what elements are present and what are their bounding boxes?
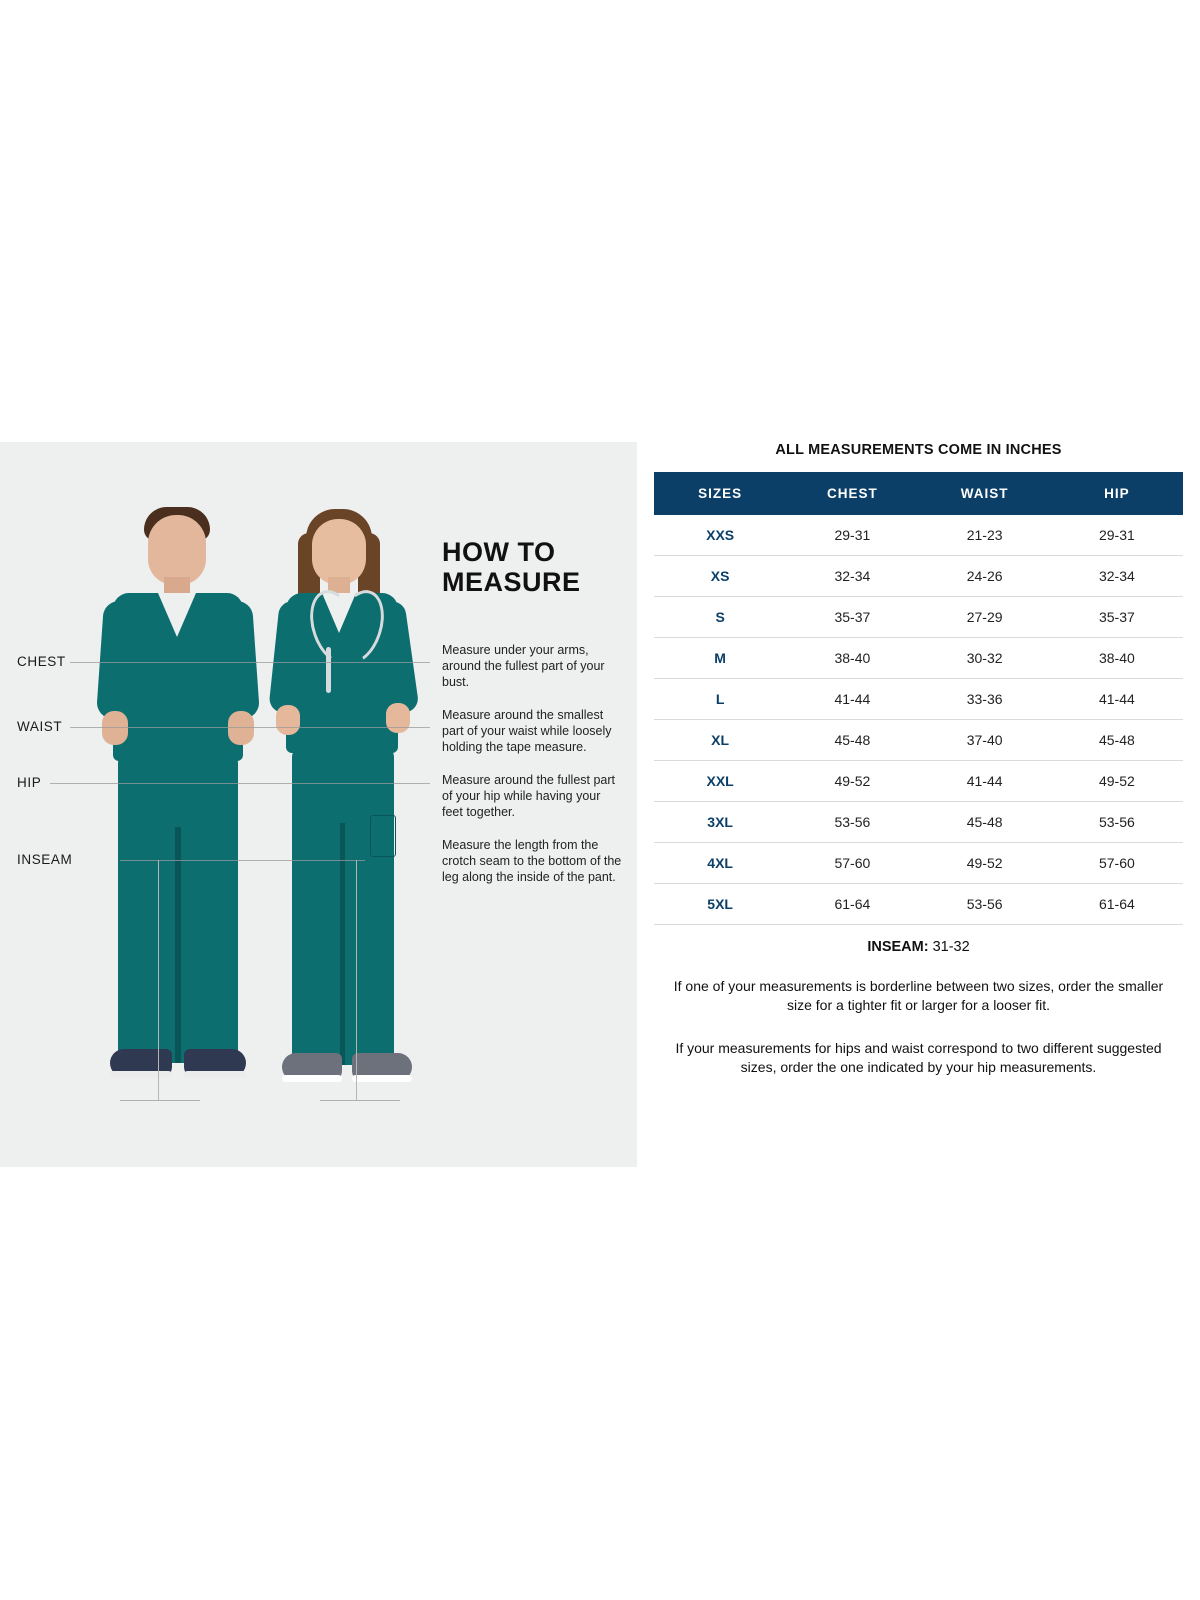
row-size: 4XL (654, 843, 786, 884)
size-table-head (654, 472, 1183, 515)
chest-guide-line (70, 662, 430, 663)
row-waist: 24-26 (919, 556, 1051, 597)
male-left-sole (110, 1071, 172, 1078)
male-pant-inseam-line (175, 827, 181, 1063)
row-chest: 49-52 (786, 761, 918, 802)
row-size: 3XL (654, 802, 786, 843)
row-chest: 57-60 (786, 843, 918, 884)
row-chest: 38-40 (786, 638, 918, 679)
measurements-heading: ALL MEASUREMENTS COME IN INCHES (775, 442, 1062, 458)
row-waist: 41-44 (919, 761, 1051, 802)
female-left-hand (276, 705, 300, 735)
table-row (654, 884, 1183, 925)
row-hip: 41-44 (1051, 679, 1183, 720)
sizing-note-hip-priority: If your measurements for hips and waist correspond to two different suggested sizes, order the one indicated by your hip measurements. (675, 1040, 1162, 1075)
row-size: L (654, 679, 786, 720)
waist-label: WAIST (17, 719, 63, 734)
col-header-hip: HIP (1051, 472, 1183, 515)
how-to-measure-title: HOW TO MEASURE (442, 537, 581, 597)
row-hip: 53-56 (1051, 802, 1183, 843)
row-waist: 45-48 (919, 802, 1051, 843)
inseam-guide-line (120, 860, 365, 861)
female-left-sole (282, 1075, 342, 1082)
table-row (654, 597, 1183, 638)
col-header-sizes: SIZES (654, 472, 786, 515)
inseam-vertical-line-male (158, 860, 159, 1100)
row-size: S (654, 597, 786, 638)
female-head (312, 519, 366, 585)
size-table-body (654, 515, 1183, 925)
table-row (654, 843, 1183, 884)
row-size: XL (654, 720, 786, 761)
row-size: XXL (654, 761, 786, 802)
table-row (654, 802, 1183, 843)
size-chart (0, 442, 1200, 1167)
chest-label: CHEST (17, 654, 66, 669)
row-chest: 32-34 (786, 556, 918, 597)
row-waist: 30-32 (919, 638, 1051, 679)
table-row (654, 679, 1183, 720)
male-right-sole (184, 1071, 246, 1078)
row-hip: 57-60 (1051, 843, 1183, 884)
waist-guide-line (70, 727, 430, 728)
table-row (654, 638, 1183, 679)
table-row (654, 720, 1183, 761)
male-right-hand (228, 711, 254, 745)
inseam-label: INSEAM (17, 852, 73, 867)
female-right-hand (386, 703, 410, 733)
male-head (148, 515, 206, 585)
female-cargo-pocket (370, 815, 396, 857)
row-chest: 53-56 (786, 802, 918, 843)
row-chest: 45-48 (786, 720, 918, 761)
row-waist: 49-52 (919, 843, 1051, 884)
table-row (654, 556, 1183, 597)
col-header-chest: CHEST (786, 472, 918, 515)
col-header-waist: WAIST (919, 472, 1051, 515)
row-chest: 61-64 (786, 884, 918, 925)
hip-label: HIP (17, 775, 42, 790)
inseam-row-value: 31-32 (932, 939, 970, 955)
row-chest: 35-37 (786, 597, 918, 638)
stethoscope-lower-tube (326, 647, 331, 693)
size-table (654, 472, 1183, 925)
row-chest: 41-44 (786, 679, 918, 720)
row-waist: 53-56 (919, 884, 1051, 925)
measurements-panel (637, 442, 1200, 1167)
row-chest: 29-31 (786, 515, 918, 556)
inseam-vertical-line-female (356, 860, 357, 1100)
row-hip: 29-31 (1051, 515, 1183, 556)
row-size: XXS (654, 515, 786, 556)
table-row (654, 515, 1183, 556)
row-waist: 33-36 (919, 679, 1051, 720)
female-right-sole (352, 1075, 412, 1082)
inseam-row (649, 939, 1188, 955)
row-hip: 35-37 (1051, 597, 1183, 638)
row-waist: 37-40 (919, 720, 1051, 761)
table-header-row (654, 472, 1183, 515)
row-hip: 32-34 (1051, 556, 1183, 597)
waist-instruction: Measure around the smallest part of your waist while loosely holding the tape measure. (442, 708, 612, 754)
row-hip: 45-48 (1051, 720, 1183, 761)
chest-instruction: Measure under your arms, around the fullest part of your bust. (442, 643, 605, 689)
row-hip: 38-40 (1051, 638, 1183, 679)
hip-instruction: Measure around the fullest part of your hip while having your feet together. (442, 773, 616, 819)
row-hip: 61-64 (1051, 884, 1183, 925)
models-illustration (40, 497, 440, 1147)
table-row (654, 761, 1183, 802)
sizing-note-borderline: If one of your measurements is borderline between two sizes, order the smaller size for a tighter fit or larger for a looser fit. (673, 978, 1164, 1013)
inseam-bottom-line-female (320, 1100, 400, 1101)
inseam-row-label: INSEAM: (867, 939, 929, 955)
row-size: 5XL (654, 884, 786, 925)
row-waist: 21-23 (919, 515, 1051, 556)
row-waist: 27-29 (919, 597, 1051, 638)
inseam-bottom-line-male (120, 1100, 200, 1101)
inseam-instruction: Measure the length from the crotch seam to the bottom of the leg along the inside of the pant. (442, 838, 622, 884)
hip-guide-line (50, 783, 430, 784)
male-left-hand (102, 711, 128, 745)
row-size: M (654, 638, 786, 679)
row-size: XS (654, 556, 786, 597)
how-to-measure-panel (0, 442, 637, 1167)
row-hip: 49-52 (1051, 761, 1183, 802)
